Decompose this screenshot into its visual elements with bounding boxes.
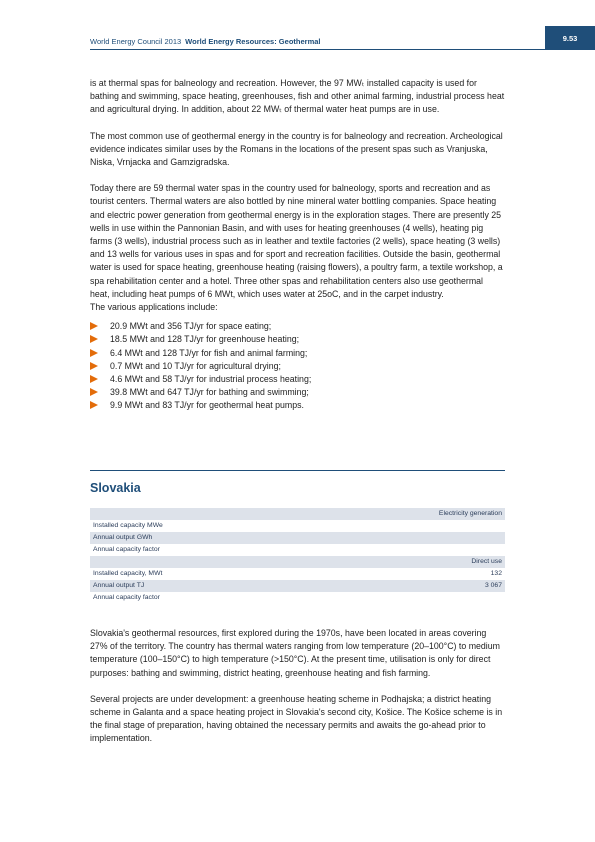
applications-list — [90, 320, 505, 412]
orange-triangle-bullet-icon — [90, 362, 98, 370]
header-text — [90, 37, 321, 46]
paragraph: Slovakia's geothermal resources, first explored during the 1970s, have been located in areas covering 27% of the territory. The country has thermal waters ranging from low temperature (20–100°C) to medium temperature (100–150°C) to high temperature (>150°C). At the present time, utilisation is only for direct purposes: bathing and swimming, district heating, greenhouse heating and fish farming. — [90, 628, 500, 678]
page-number-tab — [545, 26, 595, 50]
orange-triangle-bullet-icon — [90, 388, 98, 396]
list-item: 18.5 MWt and 128 TJ/yr for greenhouse heating; — [90, 333, 505, 346]
paragraph: The most common use of geothermal energy in the country is for balneology and recreation. Archeological evidence indicates similar uses by the Romans in the locations of the present spas such as Vranjuska, Niska, Vrnjacka and Gamzigradska. — [90, 130, 503, 168]
main-text — [90, 77, 505, 413]
list-item: 4.6 MWt and 58 TJ/yr for industrial process heating; — [90, 373, 505, 386]
orange-triangle-bullet-icon — [90, 335, 98, 343]
list-item: 6.4 MWt and 128 TJ/yr for fish and animal farming; — [90, 347, 505, 360]
header-publisher: World Energy Council 2013 — [90, 37, 182, 46]
section-divider — [90, 470, 505, 471]
applications-intro: The various applications include: — [90, 302, 218, 313]
table-row: Annual output TJ 3 067 — [90, 580, 505, 592]
paragraph: is at thermal spas for balneology and recreation. However, the 97 MWₜ installed capacity is used for bathing and swimming, space heating, greenhouses, fish and other animal farming, industrial process heat and agricultural drying. In addition, about 22 MWₜ of thermal water heat pumps are in use. — [90, 78, 505, 115]
table-row: Annual capacity factor — [93, 546, 160, 553]
orange-triangle-bullet-icon — [90, 375, 98, 383]
list-item: 39.8 MWt and 647 TJ/yr for bathing and swimming; — [90, 386, 505, 399]
list-item: 0.7 MWt and 10 TJ/yr for agricultural drying; — [90, 360, 505, 373]
table-row: Installed capacity, MWt 132 — [93, 570, 502, 577]
table-header-direct-use: Direct use — [90, 556, 505, 568]
data-table — [90, 508, 505, 604]
paragraph: Today there are 59 thermal water spas in the country used for balneology, sports and recreation and as tourist centers. Thermal waters are also bottled by nine mineral water bottling companies. Space heating and electric power generation from geothermal energy is in the exploration stages. There are presently 25 wells in use within the Pannonian Basin, and with uses for heating greenhouses (4 wells), heating pig farms (3 wells), industrial process such as in leather and textile factories (2 wells), space heating (3 wells) and 13 wells for various uses in spas and for sport and recreation facilities. Outside the basin, geothermal water is used for space heating, greenhouse heating (raising flowers), a poultry farm, a textile workshop, a spa rehabilitation center and a hotel. Three other spas and rehabilitation centers also use geothermal heat, including heat pumps of 6 MWt, which uses water at 25oC, and in the carpet industry. — [90, 183, 503, 299]
header-title: World Energy Resources: Geothermal — [185, 37, 321, 46]
table-row: Annual capacity factor — [93, 594, 160, 601]
page-number: 9.53 — [562, 33, 578, 43]
list-item: 20.9 MWt and 356 TJ/yr for space eating; — [90, 320, 505, 333]
section-title: Slovakia — [90, 481, 141, 495]
orange-triangle-bullet-icon — [90, 401, 98, 409]
paragraph: Several projects are under development: a greenhouse heating scheme in Podhajska; a district heating scheme in Galanta and a space heating project in Slovakia's second city, Košice. The Košice scheme is in the final stage of preparation, having obtained the necessary permits and awaits the go-ahead prior to implementation. — [90, 693, 503, 744]
orange-triangle-bullet-icon — [90, 322, 98, 330]
page-header — [0, 0, 595, 48]
table-header-electricity: Electricity generation — [90, 508, 505, 520]
orange-triangle-bullet-icon — [90, 349, 98, 357]
table-row: Installed capacity MWe — [93, 522, 163, 529]
slovakia-text — [90, 627, 505, 759]
list-item: 9.9 MWt and 83 TJ/yr for geothermal heat pumps. — [90, 399, 505, 412]
header-rule — [90, 49, 595, 50]
table-row: Annual output GWh — [90, 532, 505, 544]
